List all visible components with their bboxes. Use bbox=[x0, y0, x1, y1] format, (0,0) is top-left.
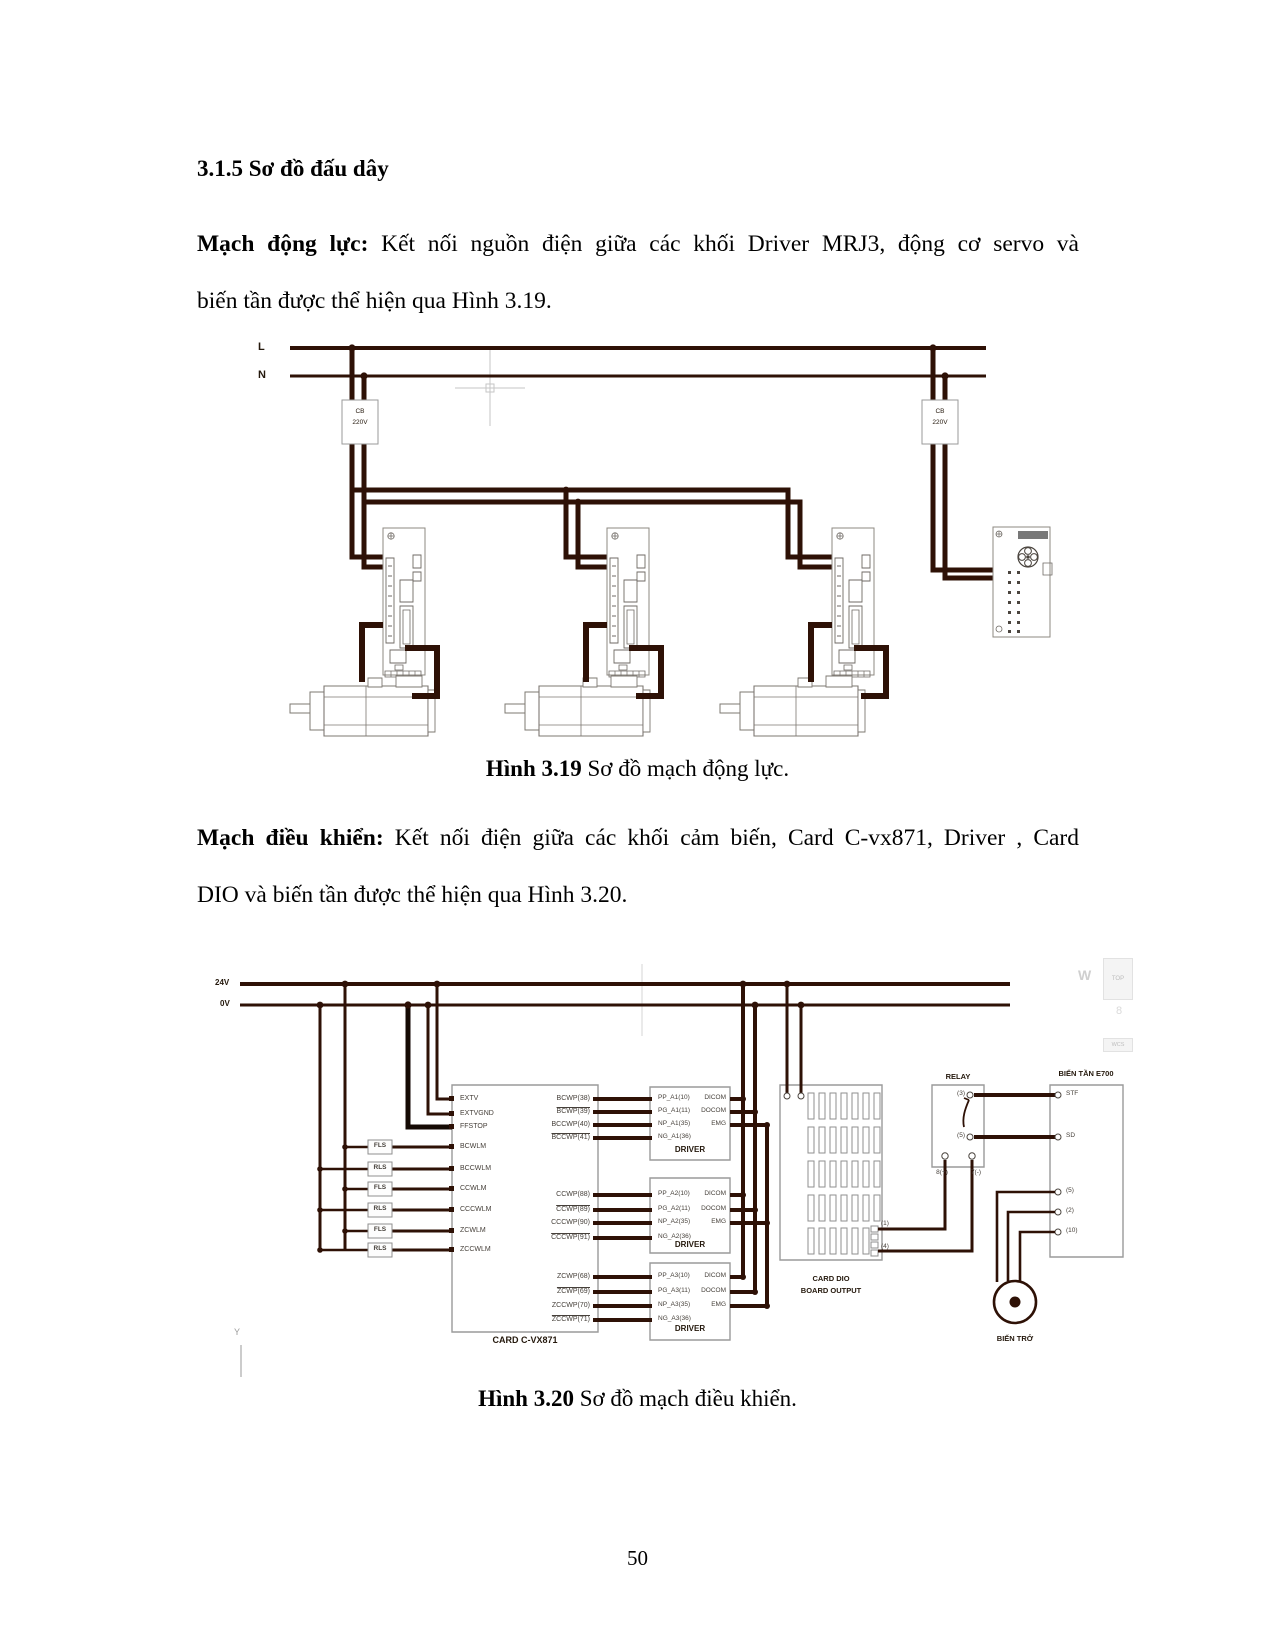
card-pin-bccwlm: BCCWLM bbox=[460, 1165, 492, 1172]
driver2-pin: NG_A2(36) bbox=[658, 1233, 691, 1240]
driver2-emg: EMG bbox=[711, 1218, 726, 1225]
driver2-pin: PP_A2(10) bbox=[658, 1190, 690, 1197]
driver2-dicom: DICOM bbox=[704, 1190, 726, 1197]
relay-title: RELAY bbox=[945, 1072, 971, 1081]
figure-3-20-caption bbox=[0, 1386, 1275, 1412]
limit-switch-label: FLS bbox=[373, 1142, 387, 1149]
card-pin-zccwp71: ZCCWP(71) bbox=[551, 1316, 590, 1323]
card-pin-cccwp90: CCCWP(90) bbox=[551, 1219, 590, 1226]
driver2-docom: DOCOM bbox=[701, 1205, 726, 1212]
caption-number: Hình 3.19 bbox=[485, 756, 582, 781]
driver1-pin: NG_A1(36) bbox=[658, 1133, 691, 1140]
inverter-pin-10: (10) bbox=[1066, 1227, 1078, 1234]
bus-24v-label: 24V bbox=[215, 978, 230, 987]
figure-3-19 bbox=[200, 330, 1080, 742]
line-l-label: L bbox=[258, 341, 265, 353]
driver3-pin: NP_A3(35) bbox=[658, 1301, 691, 1308]
inverter-pin-stf: STF bbox=[1066, 1090, 1079, 1097]
driver1-pin: NP_A1(35) bbox=[658, 1120, 691, 1127]
driver2-pin: NP_A2(35) bbox=[658, 1218, 691, 1225]
bus-0v-label: 0V bbox=[220, 999, 230, 1008]
inverter-pin-sd: SD bbox=[1066, 1132, 1076, 1139]
driver1-dicom: DICOM bbox=[704, 1094, 726, 1101]
card-pin-bccwp41: BCCWP(41) bbox=[551, 1134, 590, 1141]
cad-wcs-box bbox=[1103, 1038, 1133, 1052]
inverter-title: BIẾN TẦN E700 bbox=[1058, 1069, 1114, 1078]
driver3-pin: NG_A3(36) bbox=[658, 1315, 691, 1322]
ucs-y-axis-label: Y bbox=[234, 1327, 241, 1337]
driver3-title: DRIVER bbox=[674, 1324, 706, 1333]
paragraph-text: DIO và biến tần được thể hiện qua Hình 3.20. bbox=[197, 882, 628, 908]
paragraph-control-circuit bbox=[197, 810, 1079, 924]
driver1-docom: DOCOM bbox=[701, 1107, 726, 1114]
paragraph-lead-bold: Mạch điều khiển: bbox=[197, 825, 384, 851]
card-pin-zcwp68: ZCWP(68) bbox=[556, 1273, 590, 1280]
cad-badge-8: 8 bbox=[1116, 1005, 1123, 1017]
limit-switch-label: FLS bbox=[373, 1184, 387, 1191]
driver1-pin: PP_A1(10) bbox=[658, 1094, 690, 1101]
limit-switch-label: RLS bbox=[373, 1164, 387, 1171]
caption-text: Sơ đồ mạch động lực. bbox=[581, 756, 790, 781]
card-pin-ffstop: FFSTOP bbox=[460, 1123, 488, 1130]
card-pin-extvgnd: EXTVGND bbox=[460, 1110, 494, 1117]
driver1-pin: PG_A1(11) bbox=[658, 1107, 691, 1114]
driver2-title: DRIVER bbox=[674, 1240, 706, 1249]
cad-wcs-label: WCS bbox=[1111, 1042, 1125, 1048]
card-pin-cccwlm: CCCWLM bbox=[460, 1206, 492, 1213]
driver3-emg: EMG bbox=[711, 1301, 726, 1308]
card-pin-bcwlm: BCWLM bbox=[460, 1143, 487, 1150]
cad-viewcube bbox=[1103, 958, 1133, 1000]
card-pin-zcwp69: ZCWP(69) bbox=[556, 1288, 590, 1295]
card-pin-extv: EXTV bbox=[460, 1095, 479, 1102]
figure-3-20 bbox=[200, 930, 1140, 1382]
limit-switch-label: RLS bbox=[373, 1205, 387, 1212]
potentiometer-label: BIẾN TRỞ bbox=[996, 1334, 1034, 1343]
driver3-docom: DOCOM bbox=[701, 1287, 726, 1294]
dio-pin-1: (1) bbox=[881, 1220, 889, 1227]
relay-pin-3: (3) bbox=[957, 1090, 965, 1097]
cb-right-voltage: 220V bbox=[932, 419, 948, 426]
relay-coil-plus: 8(+) bbox=[936, 1169, 948, 1176]
cb-left-label: CB bbox=[355, 408, 365, 415]
card-pin-bccwp40: BCCWP(40) bbox=[551, 1121, 590, 1128]
driver3-pin: PG_A3(11) bbox=[658, 1287, 691, 1294]
driver1-title: DRIVER bbox=[674, 1145, 706, 1154]
power-circuit-drawing bbox=[200, 330, 1080, 742]
driver3-pin: PP_A3(10) bbox=[658, 1272, 690, 1279]
caption-number: Hình 3.20 bbox=[478, 1386, 574, 1411]
driver2-pin: PG_A2(11) bbox=[658, 1205, 691, 1212]
card-pin-ccwlm: CCWLM bbox=[460, 1185, 487, 1192]
relay-pin-5: (5) bbox=[957, 1132, 965, 1139]
paragraph-power-circuit bbox=[197, 216, 1079, 330]
inverter-pin-5: (5) bbox=[1066, 1187, 1074, 1194]
inverter-pin-2: (2) bbox=[1066, 1207, 1074, 1214]
paragraph-text: biến tần được thể hiện qua Hình 3.19. bbox=[197, 288, 552, 314]
limit-switch-label: FLS bbox=[373, 1226, 387, 1233]
section-heading: 3.1.5 Sơ đồ đấu dây bbox=[197, 156, 389, 181]
driver3-dicom: DICOM bbox=[704, 1272, 726, 1279]
cad-viewcube-label: TOP bbox=[1111, 976, 1125, 982]
paragraph-lead-bold: Mạch động lực: bbox=[197, 231, 369, 257]
caption-text: Sơ đồ mạch điều khiển. bbox=[573, 1386, 797, 1411]
line-n-label: N bbox=[258, 369, 266, 381]
card-pin-ccwp89: CCWP(89) bbox=[556, 1206, 590, 1213]
card-pin-cccwp91: CCCWP(91) bbox=[551, 1234, 590, 1241]
dio-title-line2: BOARD OUTPUT bbox=[800, 1286, 862, 1295]
cad-watermark-w: W bbox=[1078, 967, 1092, 983]
dio-pin-4: (4) bbox=[881, 1243, 889, 1250]
dio-title-line1: CARD DIO bbox=[812, 1274, 850, 1283]
limit-switch-label: RLS bbox=[373, 1245, 387, 1252]
figure-3-19-caption bbox=[0, 756, 1275, 782]
paragraph-text: Kết nối điện giữa các khối cảm biến, Card C-vx871, Driver , Card bbox=[383, 825, 1079, 851]
page-number: 50 bbox=[627, 1546, 648, 1570]
driver1-emg: EMG bbox=[711, 1120, 726, 1127]
card-pin-bcwp38: BCWP(38) bbox=[556, 1095, 590, 1102]
card-pin-zcwlm: ZCWLM bbox=[460, 1227, 486, 1234]
card-pin-zccwlm: ZCCWLM bbox=[460, 1246, 491, 1253]
card-pin-zccwp70: ZCCWP(70) bbox=[551, 1302, 590, 1309]
paragraph-text: Kết nối nguồn điện giữa các khối Driver MRJ3, động cơ servo và bbox=[368, 231, 1079, 257]
card-title: CARD C-VX871 bbox=[492, 1335, 558, 1345]
cb-right-label: CB bbox=[935, 408, 945, 415]
card-pin-ccwp88: CCWP(88) bbox=[556, 1191, 590, 1198]
cb-left-voltage: 220V bbox=[352, 419, 368, 426]
card-pin-bcwp39: BCWP(39) bbox=[556, 1108, 590, 1115]
relay-coil-minus: 7(-) bbox=[970, 1169, 982, 1176]
